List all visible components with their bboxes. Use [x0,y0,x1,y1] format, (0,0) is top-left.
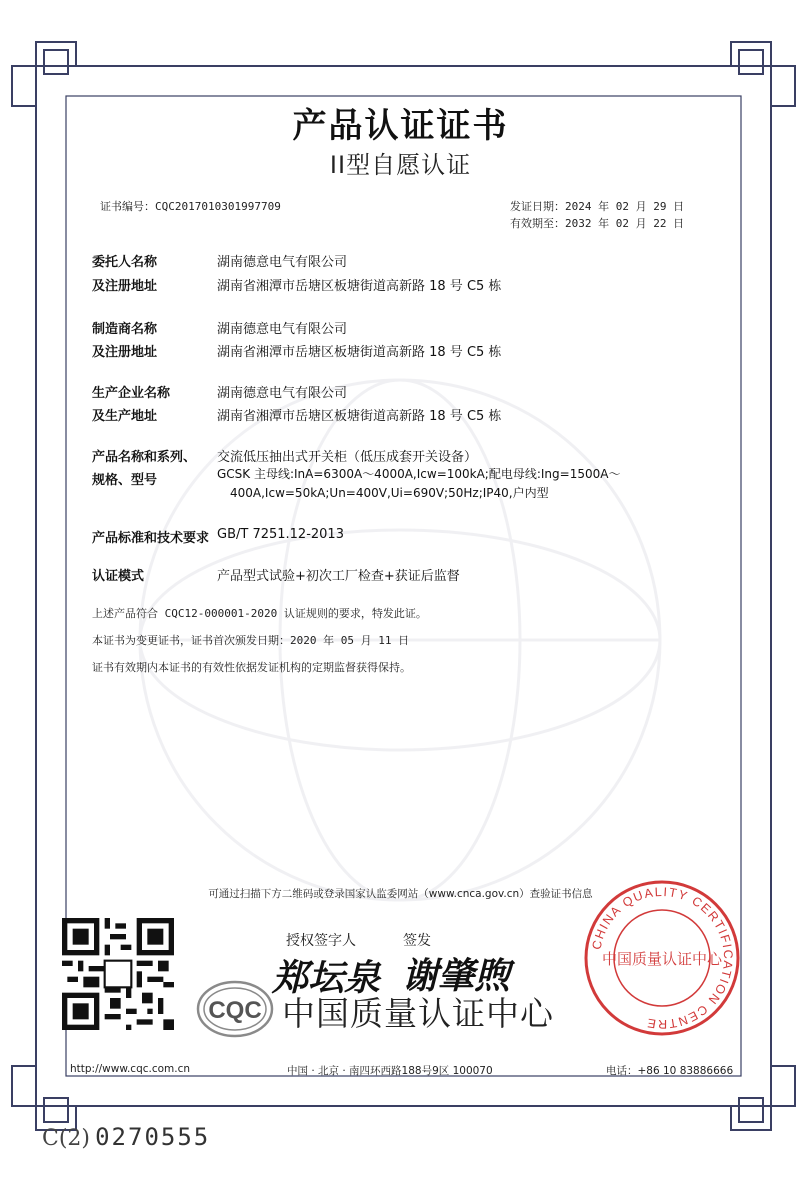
issue-date-value: 2024 年 02 月 29 日 [565,200,685,213]
client-address-label: 及注册地址 [92,279,158,294]
certificate-title: 产品认证证书 [292,106,509,146]
client-name: 湖南德意电气有限公司 [217,255,348,270]
cert-number [100,198,281,214]
expiry-date-value: 2032 年 02 月 22 日 [565,217,685,230]
product-spec-line-2: 400A,Icw=50kA;Un=400V,Ui=690V;50Hz;IP40,户内型 [230,486,549,500]
standard-label: 产品标准和技术要求 [92,531,210,546]
serial-number [42,1123,210,1151]
maker-address-label: 及注册地址 [92,345,158,360]
product-spec-line-1: GCSK 主母线:InA=6300A～4000A,Icw=100kA;配电母线:Ing=1500A～ [217,467,621,481]
maker-name: 湖南德意电气有限公司 [217,322,348,337]
standard-value: GB/T 7251.12-2013 [217,527,344,542]
producer-address: 湖南省湘潭市岳塘区板塘街道高新路 18 号 C5 栋 [217,409,502,424]
seal-outer-text: CHINA QUALITY CERTIFICATION CENTRE [589,884,736,1032]
organization-name: 中国质量认证中心 [282,994,554,1033]
official-seal-icon [582,878,742,1038]
contact-phone: 电话：+86 10 83886666 [606,1065,734,1077]
website-link[interactable]: http://www.cqc.com.cn [70,1063,191,1075]
client-address: 湖南省湘潭市岳塘区板塘街道高新路 18 号 C5 栋 [217,279,502,294]
cert-mode-value: 产品型式试验+初次工厂检查+获证后监督 [217,569,460,584]
maker-name-label: 制造商名称 [92,322,158,337]
issue-date [510,198,684,214]
producer-name-label: 生产企业名称 [92,386,171,401]
seal-inner-text: 中国质量认证中心 [601,950,723,968]
signature-1: 郑坛泉 [272,957,381,999]
signature-2: 谢肇煦 [402,955,511,997]
producer-address-label: 及生产地址 [92,409,158,424]
serial-digits: 0270555 [95,1123,211,1151]
cert-number-value: CQC2017010301997709 [155,200,281,213]
qr-code-icon[interactable] [62,918,174,1030]
statement-compliance: 上述产品符合 CQC12-000001-2020 认证规则的要求，特发此证。 [92,607,427,620]
cert-mode-label: 认证模式 [92,569,145,584]
certificate-subtitle: II型自愿认证 [329,151,472,179]
statement-validity: 证书有效期内本证书的有效性依据发证机构的定期监督获得保持。 [92,661,411,674]
client-name-label: 委托人名称 [92,255,158,270]
authorized-signer-label: 授权签字人 [286,933,356,949]
cqc-logo-icon [196,980,274,1038]
expiry-date [510,215,684,231]
producer-name: 湖南德意电气有限公司 [217,386,348,401]
issue-date-label: 发证日期： [510,200,565,213]
cqc-logo-text: CQC [208,997,262,1024]
verify-note: 可通过扫描下方二维码或登录国家认监委网站（www.cnca.gov.cn）查验证书信息 [208,888,593,900]
maker-address: 湖南省湘潭市岳塘区板塘街道高新路 18 号 C5 栋 [217,345,502,360]
cert-number-label: 证书编号： [100,200,155,213]
statement-change: 本证书为变更证书，证书首次颁发日期：2020 年 05 月 11 日 [92,634,410,647]
product-label-line-2: 规格、型号 [92,473,158,488]
serial-prefix: C(2) [42,1126,90,1151]
product-name: 交流低压抽出式开关柜（低压成套开关设备） [217,450,478,465]
issuer-label: 签发 [403,933,431,949]
expiry-date-label: 有效期至： [510,217,565,230]
organization-address: 中国 · 北京 · 南四环西路188号9区 100070 [287,1065,493,1077]
product-label-line-1: 产品名称和系列、 [92,450,197,465]
